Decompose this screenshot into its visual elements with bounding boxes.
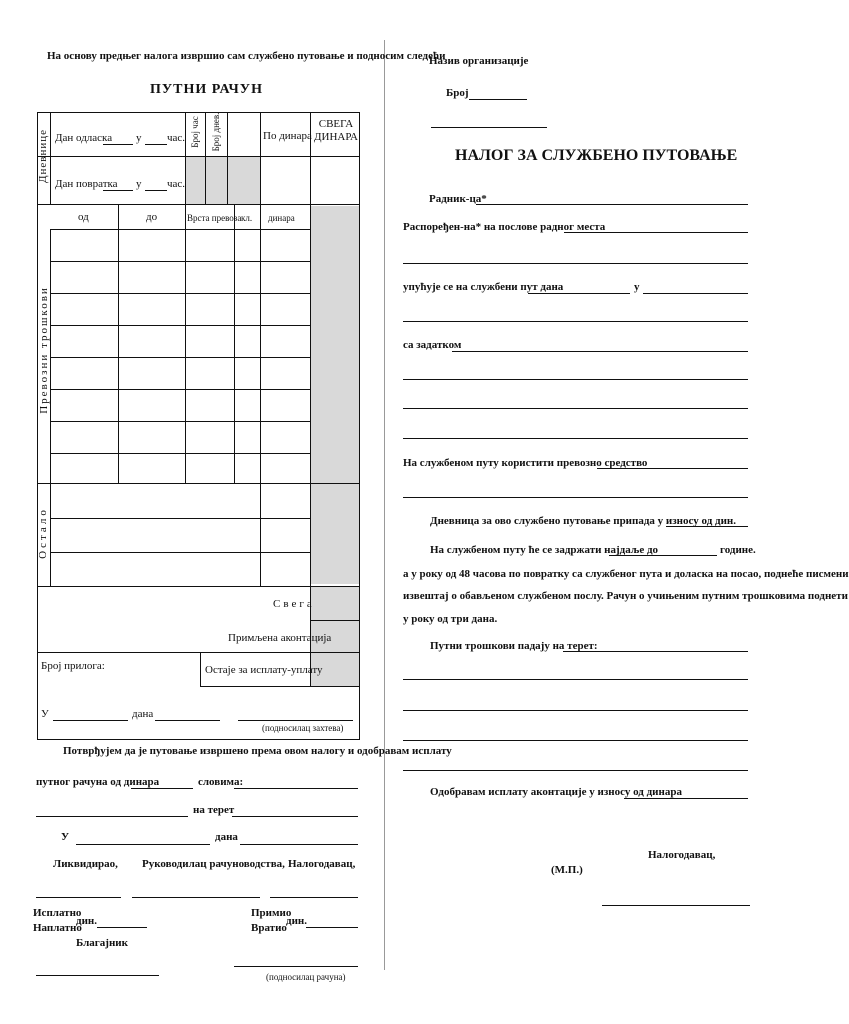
date-field[interactable] xyxy=(155,720,220,721)
podnosilac-racuna-caption: (подносилац рачуна) xyxy=(266,972,346,982)
date-field-2[interactable] xyxy=(240,844,358,845)
primljena-akontacija-label: Примљена аконтација xyxy=(228,632,332,644)
amount-words-field[interactable] xyxy=(234,788,358,789)
blagajnik-label: Благајник xyxy=(76,937,128,949)
chas-label-2: час. xyxy=(167,178,186,190)
broj-chas-header: Број час xyxy=(190,116,200,148)
po-dinara-header: По динара xyxy=(263,130,312,142)
sa-zadatkom-label: са задатком xyxy=(403,339,462,351)
dnevnica-label: Дневница за ово службено путовање припада у износу од дин. xyxy=(430,515,736,527)
rok-text-3: у року од три дана. xyxy=(403,613,498,625)
place-field[interactable] xyxy=(53,720,128,721)
zadrzati-label: На службеном путу ће се задржати најдаље до xyxy=(430,544,659,556)
ostaje-za-isplatu-label: Остаје за исплату-уплату xyxy=(205,664,323,676)
putni-troskovi-field[interactable] xyxy=(563,651,748,652)
u-label-right: у xyxy=(634,281,640,293)
potvrdjujem-text: Потврђујем да је путовање извршено према овом налогу и одобравам исплату xyxy=(63,745,452,757)
putni-troskovi-label: Путни трошкови падају на терет: xyxy=(430,640,598,652)
col-od-header: од xyxy=(78,211,89,223)
naplatno-label: Наплатно xyxy=(33,922,82,934)
col-dinara-header: динара xyxy=(268,213,295,223)
dnevnice-label: Дневнице xyxy=(37,129,49,184)
return-day-field[interactable] xyxy=(103,190,133,191)
svega-label: Свега xyxy=(273,598,315,610)
nalogodavac-signature-left[interactable] xyxy=(270,897,358,898)
upucuje-label: упућује се на службени пут дана xyxy=(403,281,564,293)
rok-text-2: извештај о обављеном службеном послу. Рачун о учињеним путним трошковима поднети xyxy=(403,590,848,602)
broj-label: Број xyxy=(446,87,469,99)
slovima-label: словима: xyxy=(198,776,244,788)
return-day-label: Дан повратка xyxy=(55,178,118,190)
putni-troskovi-field-2[interactable] xyxy=(403,679,748,680)
u-label-2: у xyxy=(136,178,142,190)
u-label-3: У xyxy=(61,831,70,843)
putnog-racuna-label: путног рачуна од динара xyxy=(36,776,160,788)
prevozno-sredstvo-field-2[interactable] xyxy=(403,497,748,498)
col-kl-header: кл. xyxy=(241,213,253,223)
ostalo-label: Остало xyxy=(37,507,49,559)
odobravam-label: Одобравам исплату аконтације у износу од динара xyxy=(430,786,682,798)
dana-label: дана xyxy=(132,708,154,720)
report-signature[interactable] xyxy=(234,966,358,967)
nalogodavac-label-left: Налогодавац, xyxy=(288,858,356,870)
shade-total-column xyxy=(310,206,359,584)
u-place-label: У xyxy=(41,708,49,720)
podnosilac-zahteva-caption: (подносилац захтева) xyxy=(262,723,344,733)
primio-amount-field[interactable] xyxy=(306,927,358,928)
departure-day-field[interactable] xyxy=(103,144,133,145)
place-field-2[interactable] xyxy=(76,844,210,845)
naziv-organizacije-label: Назив организације xyxy=(429,55,529,67)
departure-day-label: Дан одласка xyxy=(55,132,113,144)
return-hour-field[interactable] xyxy=(145,190,167,191)
prevozni-troskovi-label: Превозни трошкови xyxy=(38,286,50,414)
zadatak-field-2[interactable] xyxy=(403,379,748,380)
travel-account-title: ПУТНИ РАЧУН xyxy=(150,82,263,97)
charge-to-field-2[interactable] xyxy=(232,816,358,817)
zadrzati-date-field[interactable] xyxy=(609,555,717,556)
zadatak-field-3[interactable] xyxy=(403,408,748,409)
col-vrsta-header: Врста превоза xyxy=(187,213,242,223)
broj-priloga-label: Број прилога: xyxy=(41,660,105,672)
rasporedjen-field[interactable] xyxy=(564,232,748,233)
na-teret-label: на терет xyxy=(193,804,235,816)
rasporedjen-label: Распоређен-на* на послове радног места xyxy=(403,221,606,233)
blagajnik-signature[interactable] xyxy=(36,975,159,976)
din-label: дин. xyxy=(76,915,97,927)
col-do-header: до xyxy=(146,211,158,223)
nalogodavac-signature-right[interactable] xyxy=(602,905,750,906)
broj-field[interactable] xyxy=(469,99,527,100)
broj-dnev-header: Број днев. xyxy=(211,112,221,152)
isplatno-label: Исплатно xyxy=(33,907,82,919)
isplatno-amount-field[interactable] xyxy=(97,927,147,928)
departure-hour-field[interactable] xyxy=(145,144,167,145)
radnik-label: Радник-ца* xyxy=(429,193,487,205)
prevozno-sredstvo-label: На службеном путу користити превозно средство xyxy=(403,457,648,469)
shade-dnevnice xyxy=(185,156,260,204)
primio-label: Примио xyxy=(251,907,292,919)
rasporedjen-field-2[interactable] xyxy=(403,263,748,264)
upucuje-place-field[interactable] xyxy=(643,293,748,294)
u-label: у xyxy=(136,132,142,144)
din-label-2: дин. xyxy=(286,915,307,927)
godine-label: године. xyxy=(720,544,756,556)
page-divider xyxy=(384,40,385,970)
dana-label-2: дана xyxy=(215,831,238,843)
upucuje-field-2[interactable] xyxy=(403,321,748,322)
putni-troskovi-field-4[interactable] xyxy=(403,740,748,741)
charge-to-field[interactable] xyxy=(36,816,188,817)
dnevnica-amount-field[interactable] xyxy=(666,526,748,527)
rukovodilac-label: Руководилац рачуноводства, xyxy=(142,858,285,870)
putni-troskovi-field-3[interactable] xyxy=(403,710,748,711)
prevozno-sredstvo-field[interactable] xyxy=(597,468,748,469)
svega-dinara-header: СВЕГА ДИНАРА xyxy=(314,118,358,143)
upucuje-date-field[interactable] xyxy=(528,293,630,294)
vratio-label: Вратио xyxy=(251,922,287,934)
likvidirao-label: Ликвидирао, xyxy=(53,858,118,870)
radnik-field[interactable] xyxy=(476,204,748,205)
amount-field[interactable] xyxy=(131,788,193,789)
rukovodilac-signature[interactable] xyxy=(132,897,260,898)
chas-label: час. xyxy=(167,132,186,144)
zadatak-field[interactable] xyxy=(452,351,748,352)
nalog-title: НАЛОГ ЗА СЛУЖБЕНО ПУТОВАЊЕ xyxy=(455,147,738,164)
rok-text-1: а у року од 48 часова по повратку са службеног пута и доласка на посао, поднеће писмени xyxy=(403,568,849,580)
akontacija-amount-field[interactable] xyxy=(624,798,748,799)
likvidirao-signature[interactable] xyxy=(36,897,121,898)
putni-troskovi-field-5[interactable] xyxy=(403,770,748,771)
nalogodavac-label-right: Налогодавац, xyxy=(648,849,716,861)
zadatak-field-4[interactable] xyxy=(403,438,748,439)
applicant-signature-field[interactable] xyxy=(238,720,353,721)
organization-field[interactable] xyxy=(431,127,547,128)
intro-text: На основу предњег налога извршио сам службено путовање и подносим следећи xyxy=(47,50,446,62)
mp-label: (М.П.) xyxy=(551,864,583,876)
